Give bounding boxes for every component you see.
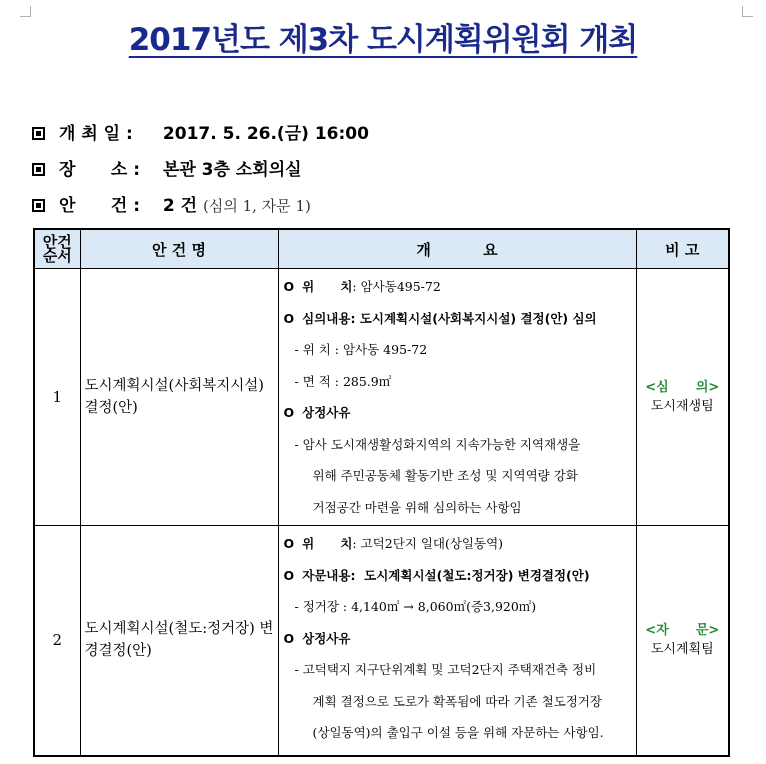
remarks-cell [636,269,729,526]
responsible-team: 도시재생팀 [650,399,714,414]
circle-bullet-icon: O [283,310,295,326]
table-header-row [34,229,729,269]
agenda-overview: O 위 치: 암사동495-72 O 심의내용: 도시계획시설(사회복지시설) 결정(안) 심의 - 위 치 : 암사동 495-72 - 면 적 : 285.9㎡ O 상정사유 - 암사 도시재생활성화지역의 지속가능한 지역재생을 위해 주민공동체 활동기반 조성 및 지역역량 강화 거점공간 마련을 위해 심의하는 사항임 [278,269,636,526]
circle-bullet-icon: O [283,279,295,294]
circle-bullet-icon: O [283,567,295,583]
info-place: 장 소 : 본관 3층 소회의실 [32,155,302,180]
page-title: 2017년도 제3차 도시계획위원회 개최 [128,22,638,58]
square-bullet-icon [32,199,45,212]
circle-bullet-icon: O [283,405,295,420]
info-date: 개 최 일 : 2017. 5. 26.(금) 16:00 [32,119,369,144]
review-type-tag: <심 의> [645,380,720,395]
responsible-team: 도시계획팀 [650,642,714,658]
header-remarks: 비 고 [636,229,729,269]
agenda-overview: O 위 치: 고덕2단지 일대(상일동역) O 자문내용: 도시계획시설(철도:정거장) 변경결정(안) - 정거장 : 4,140㎡ → 8,060㎡(증3,920㎡) O 상정사유 - 고덕택지 지구단위계획 및 고덕2단지 주택재건축 정비 계획 결정으로 도로가 확폭됨에 따라 기존 철도정거장 (상일동역)의 출입구 이설 등을 위해 자문하는 사항임. [278,526,636,756]
review-type-tag: <자 문> [645,623,720,639]
table-row [34,526,729,756]
info-agenda-count: 안 건 : 2 건 (심의 1, 자문 1) [32,191,311,216]
table-row [34,269,729,526]
agenda-table [33,228,730,757]
square-bullet-icon [32,163,45,176]
circle-bullet-icon: O [283,630,295,646]
agenda-name: 도시계획시설(사회복지시설) 결정(안) [80,269,278,526]
row-number: 2 [34,526,80,756]
square-bullet-icon [32,127,45,140]
row-number: 1 [34,269,80,526]
circle-bullet-icon: O [283,536,295,551]
header-no: 안건 순서 [34,229,80,269]
header-overview: 개 요 [278,229,636,269]
header-name: 안 건 명 [80,229,278,269]
agenda-name: 도시계획시설(철도:정거장) 변경결정(안) [80,526,278,756]
remarks-cell [636,526,729,756]
